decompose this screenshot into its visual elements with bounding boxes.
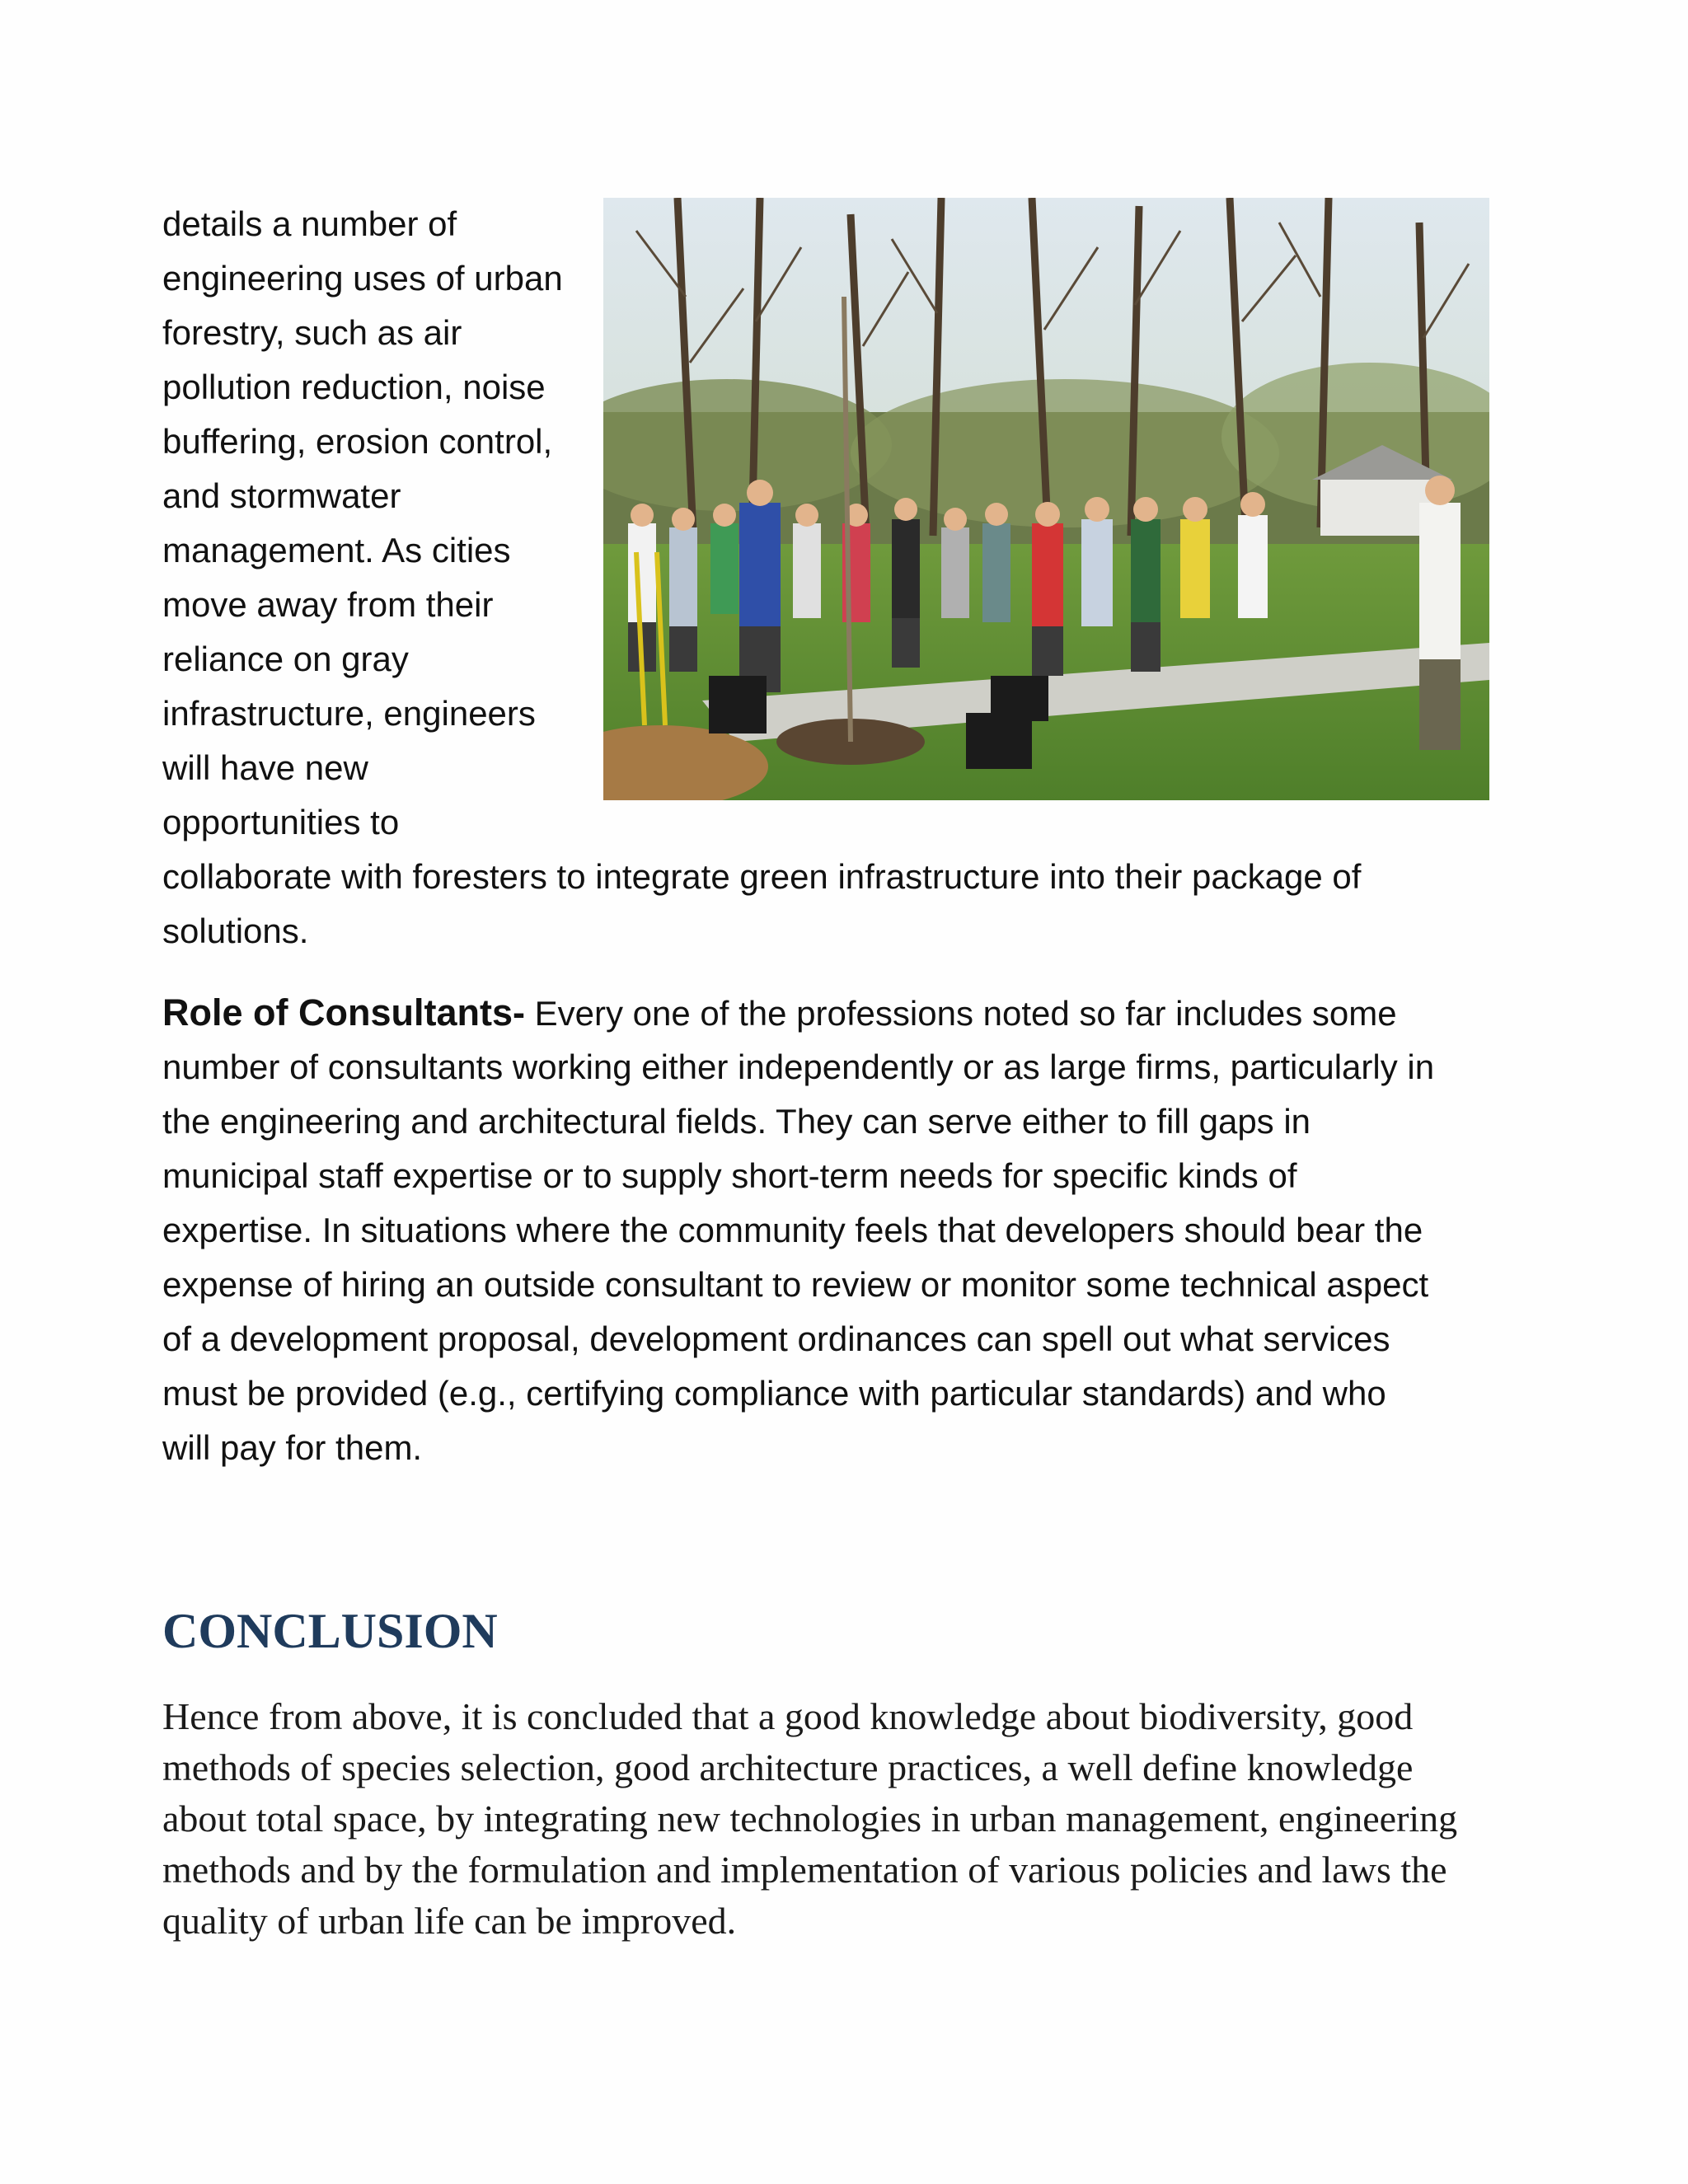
role-line: must be provided (e.g., certifying compliance with particular standards) and who bbox=[162, 1374, 1386, 1413]
role-line: municipal staff expertise or to supply short-term needs for specific kinds of bbox=[162, 1156, 1297, 1195]
role-line: number of consultants working either independently or as large firms, particularly in bbox=[162, 1047, 1435, 1086]
intro-line: pollution reduction, noise bbox=[162, 368, 546, 406]
role-first-line bbox=[162, 993, 1397, 1033]
role-line: of a development proposal, development ordinances can spell out what services bbox=[162, 1319, 1390, 1358]
intro-line: buffering, erosion control, bbox=[162, 422, 553, 461]
conclusion-line: methods of species selection, good architecture practices, a well define knowledge bbox=[162, 1746, 1414, 1788]
intro-line: and stormwater bbox=[162, 476, 401, 515]
intro-line: collaborate with foresters to integrate green infrastructure into their package of bbox=[162, 857, 1362, 896]
role-line: the engineering and architectural fields. They can serve either to fill gaps in bbox=[162, 1102, 1311, 1141]
conclusion-line: about total space, by integrating new technologies in urban management, engineering bbox=[162, 1797, 1458, 1840]
conclusion-line: Hence from above, it is concluded that a good knowledge about biodiversity, good bbox=[162, 1695, 1414, 1737]
intro-line: solutions. bbox=[162, 912, 309, 950]
conclusion-line: methods and by the formulation and implementation of various policies and laws the bbox=[162, 1849, 1447, 1891]
intro-line: engineering uses of urban bbox=[162, 259, 563, 298]
role-line: expertise. In situations where the community feels that developers should bear the bbox=[162, 1211, 1423, 1249]
conclusion-heading: CONCLUSION bbox=[162, 1604, 498, 1658]
intro-line: opportunities to bbox=[162, 803, 400, 841]
intro-line: management. As cities bbox=[162, 531, 511, 569]
role-line: expense of hiring an outside consultant to review or monitor some technical aspect bbox=[162, 1265, 1429, 1304]
intro-line: infrastructure, engineers bbox=[162, 694, 536, 733]
role-line: will pay for them. bbox=[162, 1428, 423, 1467]
intro-line: will have new bbox=[162, 748, 368, 787]
intro-line: details a number of bbox=[162, 204, 457, 243]
intro-line: reliance on gray bbox=[162, 640, 409, 678]
tree-planting-photo bbox=[603, 198, 1489, 800]
intro-line: move away from their bbox=[162, 585, 494, 624]
role-first-line-text: Every one of the professions noted so far includes some bbox=[524, 994, 1397, 1033]
role-heading: Role of Consultants- bbox=[162, 991, 525, 1033]
intro-line: forestry, such as air bbox=[162, 313, 462, 352]
conclusion-line: quality of urban life can be improved. bbox=[162, 1900, 737, 1942]
